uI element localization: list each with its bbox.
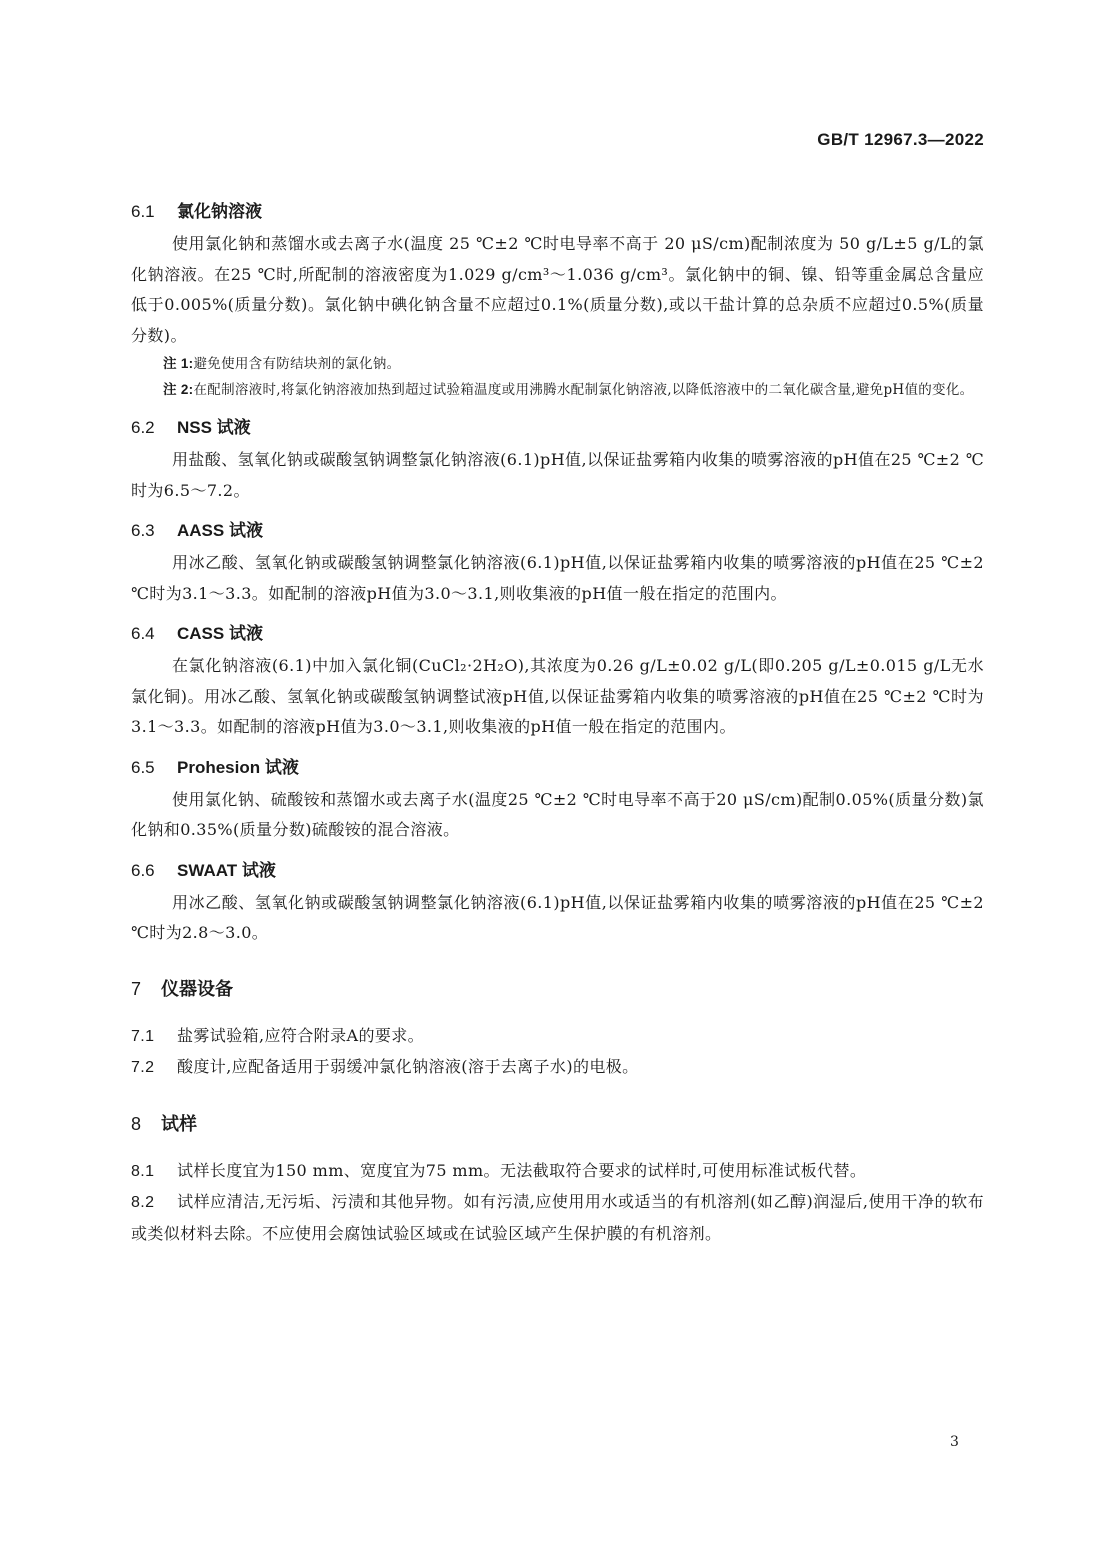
section-number: 6.2 (131, 418, 155, 437)
clause-text: 盐雾试验箱,应符合附录A的要求。 (177, 1025, 425, 1045)
clause-number: 8.2 (131, 1194, 155, 1211)
section-6-4-heading (131, 617, 984, 651)
section-6-1-paragraph: 使用氯化钠和蒸馏水或去离子水(温度 25 ℃±2 ℃时电导率不高于 20 μS/cm)配制浓度为 50 g/L±5 g/L的氯化钠溶液。在25 ℃时,所配制的溶液密度为1.029 g/cm³～1.036 g/cm³。氯化钠中的铜、镍、铅等重金属总含量应低于0.005%(质量分数)。氯化钠中碘化钠含量不应超过0.1%(质量分数),或以干盐计算的总杂质不应超过0.5%(质量分数)。 (131, 234, 984, 345)
section-title: SWAAT 试液 (177, 860, 276, 880)
section-title: 试样 (161, 1113, 197, 1134)
clause-7-1 (131, 1021, 984, 1053)
clause-number: 7.2 (131, 1059, 155, 1076)
section-8-heading (131, 1106, 984, 1142)
section-6-6-paragraph: 用冰乙酸、氢氧化钠或碳酸氢钠调整氯化钠溶液(6.1)pH值,以保证盐雾箱内收集的喷雾溶液的pH值在25 ℃±2 ℃时为2.8～3.0。 (131, 892, 984, 942)
section-title: 仪器设备 (161, 978, 233, 999)
section-title: NSS 试液 (177, 418, 251, 437)
section-6-3-heading (131, 514, 984, 548)
section-title: AASS 试液 (177, 521, 263, 540)
section-6-6-heading (131, 854, 984, 888)
section-number: 6.4 (131, 624, 155, 643)
section-6-3-paragraph: 用冰乙酸、氢氧化钠或碳酸氢钠调整氯化钠溶液(6.1)pH值,以保证盐雾箱内收集的喷雾溶液的pH值在25 ℃±2 ℃时为3.1～3.3。如配制的溶液pH值为3.0～3.1,则收集液的pH值一般在指定的范围内。 (131, 553, 984, 603)
section-number: 6.3 (131, 521, 155, 540)
section-title: 氯化钠溶液 (177, 202, 262, 221)
note-text: 在配制溶液时,将氯化钠溶液加热到超过试验箱温度或用沸腾水配制氯化钠溶液,以降低溶液中的二氧化碳含量,避免pH值的变化。 (193, 382, 974, 398)
page-content (131, 195, 984, 1249)
section-6-5-paragraph: 使用氯化钠、硫酸铵和蒸馏水或去离子水(温度25 ℃±2 ℃时电导率不高于20 μS/cm)配制0.05%(质量分数)氯化钠和0.35%(质量分数)硫酸铵的混合溶液。 (131, 789, 984, 839)
clause-text: 试样应清洁,无污垢、污渍和其他异物。如有污渍,应使用用水或适当的有机溶剂(如乙醇)润湿后,使用干净的软布或类似材料去除。不应使用会腐蚀试验区域或在试验区域产生保护膜的有机溶剂。 (131, 1192, 984, 1243)
clause-text: 试样长度宜为150 mm、宽度宜为75 mm。无法截取符合要求的试样时,可使用标准试板代替。 (177, 1160, 867, 1180)
clause-number: 8.1 (131, 1162, 155, 1180)
clause-7-2 (131, 1052, 984, 1084)
section-number: 6.5 (131, 757, 155, 777)
section-6-4-paragraph: 在氯化钠溶液(6.1)中加入氯化铜(CuCl₂·2H₂O),其浓度为0.26 g/L±0.02 g/L(即0.205 g/L±0.015 g/L无水氯化铜)。用冰乙酸、氢氧化钠或碳酸氢钠调整试液pH值,以保证盐雾箱内收集的喷雾溶液的pH值在25 ℃±2 ℃时为3.1～3.3。如配制的溶液pH值为3.0～3.1,则收集液的pH值一般在指定的范围内。 (131, 656, 984, 736)
section-title: CASS 试液 (177, 624, 263, 643)
clause-text: 酸度计,应配备适用于弱缓冲氯化钠溶液(溶于去离子水)的电极。 (177, 1057, 639, 1076)
clause-number: 7.1 (131, 1027, 155, 1045)
section-number: 6.6 (131, 860, 155, 880)
page-number: 3 (950, 1434, 959, 1450)
clause-8-2 (131, 1187, 984, 1249)
clause-8-1 (131, 1156, 984, 1188)
section-7-heading (131, 971, 984, 1007)
section-number: 8 (131, 1113, 142, 1134)
document-code: GB/T 12967.3—2022 (817, 130, 984, 149)
section-6-1-heading (131, 195, 984, 229)
note-2 (163, 377, 984, 403)
note-1 (163, 351, 984, 377)
note-text: 避免使用含有防结块剂的氯化钠。 (193, 356, 401, 372)
section-6-2-paragraph: 用盐酸、氢氧化钠或碳酸氢钠调整氯化钠溶液(6.1)pH值,以保证盐雾箱内收集的喷雾溶液的pH值在25 ℃±2 ℃时为6.5～7.2。 (131, 450, 984, 500)
section-number: 6.1 (131, 202, 155, 221)
note-label: 注 2: (163, 382, 194, 397)
section-title: Prohesion 试液 (177, 757, 299, 777)
section-number: 7 (131, 978, 142, 999)
note-label: 注 1: (163, 356, 194, 371)
section-6-2-heading (131, 411, 984, 445)
section-6-5-heading (131, 751, 984, 785)
